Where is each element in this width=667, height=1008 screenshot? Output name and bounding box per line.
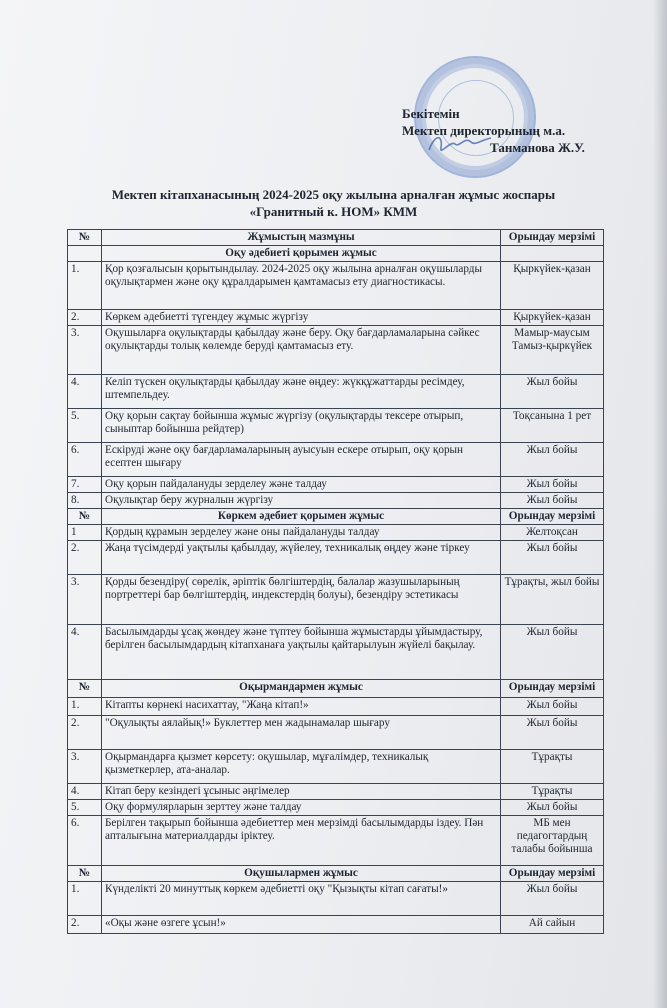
row-term: Жыл бойы [501,541,604,575]
table-row [68,575,604,625]
row-term: Жыл бойы [501,375,604,409]
row-term: Жыл бойы [501,716,604,750]
section-header-row [68,509,604,525]
row-term: Жыл бойы [501,882,604,916]
section-num-header: № [68,509,102,525]
table-row [68,443,604,477]
row-term: Қыркүйек-қазан [501,262,604,310]
header-content: Жұмыстың мазмұны [102,230,501,246]
row-number: 4. [68,375,102,409]
row-content: Басылымдарды ұсақ жөндеу және түптеу бойынша жұмыстарды ұйымдастыру, берілген басылымдардың кітапханаға уақтылы қайтарылуын жүйелі бақылау. [102,625,501,680]
approval-position: Мектеп директорының м.а. [402,123,566,138]
section-term-cell [501,246,604,262]
row-content: Жаңа түсімдерді уақтылы қабылдау, жүйелеу, техникалық өңдеу және тіркеу [102,541,501,575]
table-row [68,916,604,934]
row-number: 1. [68,698,102,716]
section-num-header: № [68,866,102,882]
row-content: Оқушыларға оқулықтарды қабылдау және беру. Оқу бағдарламаларына сәйкес оқулықтарды толық көлемде беруді қамтамасыз ету. [102,326,501,375]
row-content: Қордың құрамын зерделеу және оны пайдалануды талдау [102,525,501,541]
document-title [0,186,667,220]
row-term: Желтоқсан [501,525,604,541]
section-header-row [68,866,604,882]
header-num: № [68,230,102,246]
row-number: 7. [68,477,102,493]
row-content: Қорды безендіру( сөрелік, әріптік бөлгіштердің, балалар жазушыларының портреттері бар бөлгіштердің, индекстердің болуы), безендіру эстетикасы [102,575,501,625]
table-row [68,477,604,493]
row-term: Ай сайын [501,916,604,934]
table-row [68,310,604,326]
section-term-header: Орындау мерзімі [501,866,604,882]
section-term-header: Орындау мерзімі [501,509,604,525]
approval-block [402,105,585,156]
row-number: 2. [68,716,102,750]
section-num-header: № [68,680,102,698]
table-row [68,750,604,784]
section-term-header: Орындау мерзімі [501,680,604,698]
row-number: 1. [68,262,102,310]
row-term: МБ мен педагогтардың талабы бойынша [501,816,604,866]
row-number: 6. [68,816,102,866]
work-plan-table [67,229,604,934]
row-number: 4. [68,784,102,800]
table-row [68,493,604,509]
title-line-2: «Гранитный к. НОМ» КММ [249,204,418,219]
row-content: Кітапты көрнекі насихаттау, "Жаңа кітап!» [102,698,501,716]
table-row [68,525,604,541]
approval-name: Танманова Ж.У. [490,140,585,155]
row-number: 2. [68,310,102,326]
section-title: Оқырмандармен жұмыс [102,680,501,698]
row-content: Оқулықтар беру журналын жүргізу [102,493,501,509]
table-row [68,326,604,375]
row-content: Оқу қорын пайдалануды зерделеу және талдау [102,477,501,493]
table-row [68,816,604,866]
row-number: 3. [68,326,102,375]
table-row [68,800,604,816]
table-row [68,625,604,680]
row-term: Тұрақты [501,750,604,784]
section-header-row [68,680,604,698]
row-number: 5. [68,800,102,816]
row-term: Жыл бойы [501,477,604,493]
row-number: 8. [68,493,102,509]
row-number: 3. [68,575,102,625]
row-content: "Оқулықты аялайық!» Буклеттер мен жадынамалар шығару [102,716,501,750]
row-content: Оқу қорын сақтау бойынша жұмыс жүргізу (оқулықтарды тексере отырып, сыныптар бойынша рейдтер) [102,409,501,443]
row-content: Оқырмандарға қызмет көрсету: оқушылар, мұғалімдер, техникалық қызметкерлер, ата-аналар. [102,750,501,784]
row-number: 4. [68,625,102,680]
table-row [68,716,604,750]
row-content: Кітап беру кезіндегі ұсыныс әңгімелер [102,784,501,800]
table-row [68,409,604,443]
row-number: 1. [68,882,102,916]
table-header-row [68,230,604,246]
row-content: Келіп түскен оқулықтарды қабылдау және өңдеу: жүкқұжаттарды ресімдеу, штемпельдеу. [102,375,501,409]
row-term: Жыл бойы [501,493,604,509]
section-title: Оқушылармен жұмыс [102,866,501,882]
row-number: 2. [68,541,102,575]
row-term: Тұрақты [501,784,604,800]
section-num-cell [68,246,102,262]
row-content: Қор қозғалысын қорытындылау. 2024-2025 оқу жылына арналған оқушыларды оқулықтармен және оқу құралдарымен қамтамасыз ету диагностикасы. [102,262,501,310]
row-number: 3. [68,750,102,784]
table-row [68,784,604,800]
row-content: Оқу формулярларын зерттеу және талдау [102,800,501,816]
table-row [68,541,604,575]
row-term: Жыл бойы [501,443,604,477]
row-term: Қыркүйек-қазан [501,310,604,326]
section-row [68,246,604,262]
approval-title: Бекітемін [402,106,460,121]
row-term: Жыл бойы [501,800,604,816]
row-content: Ескіруді және оқу бағдарламаларының ауысуын ескере отырып, оқу қорын есептен шығару [102,443,501,477]
row-content: Күнделікті 20 минуттық көркем әдебиетті оқу "Қызықты кітап сағаты!» [102,882,501,916]
row-content: Берілген тақырып бойынша әдебиеттер мен мерзімді басылымдарды іздеу. Пән апталығына материалдарды іріктеу. [102,816,501,866]
row-content: «Оқы және өзгеге ұсын!» [102,916,501,934]
row-number: 2. [68,916,102,934]
title-line-1: Мектеп кітапханасының 2024-2025 оқу жылына арналған жұмыс жоспары [111,187,556,202]
table-row [68,375,604,409]
table-row [68,882,604,916]
row-term: Мамыр-маусым Тамыз-қыркүйек [501,326,604,375]
section-title: Оқу әдебиеті қорымен жұмыс [102,246,501,262]
row-number: 6. [68,443,102,477]
row-term: Тұрақты, жыл бойы [501,575,604,625]
page-edge-shadow [653,0,667,1008]
header-term: Орындау мерзімі [501,230,604,246]
table-row [68,262,604,310]
row-number: 1 [68,525,102,541]
row-number: 5. [68,409,102,443]
row-term: Жыл бойы [501,625,604,680]
row-content: Көркем әдебиетті түгендеу жұмыс жүргізу [102,310,501,326]
row-term: Жыл бойы [501,698,604,716]
row-term: Тоқсанына 1 рет [501,409,604,443]
section-title: Көркем әдебиет қорымен жұмыс [102,509,501,525]
table-row [68,698,604,716]
